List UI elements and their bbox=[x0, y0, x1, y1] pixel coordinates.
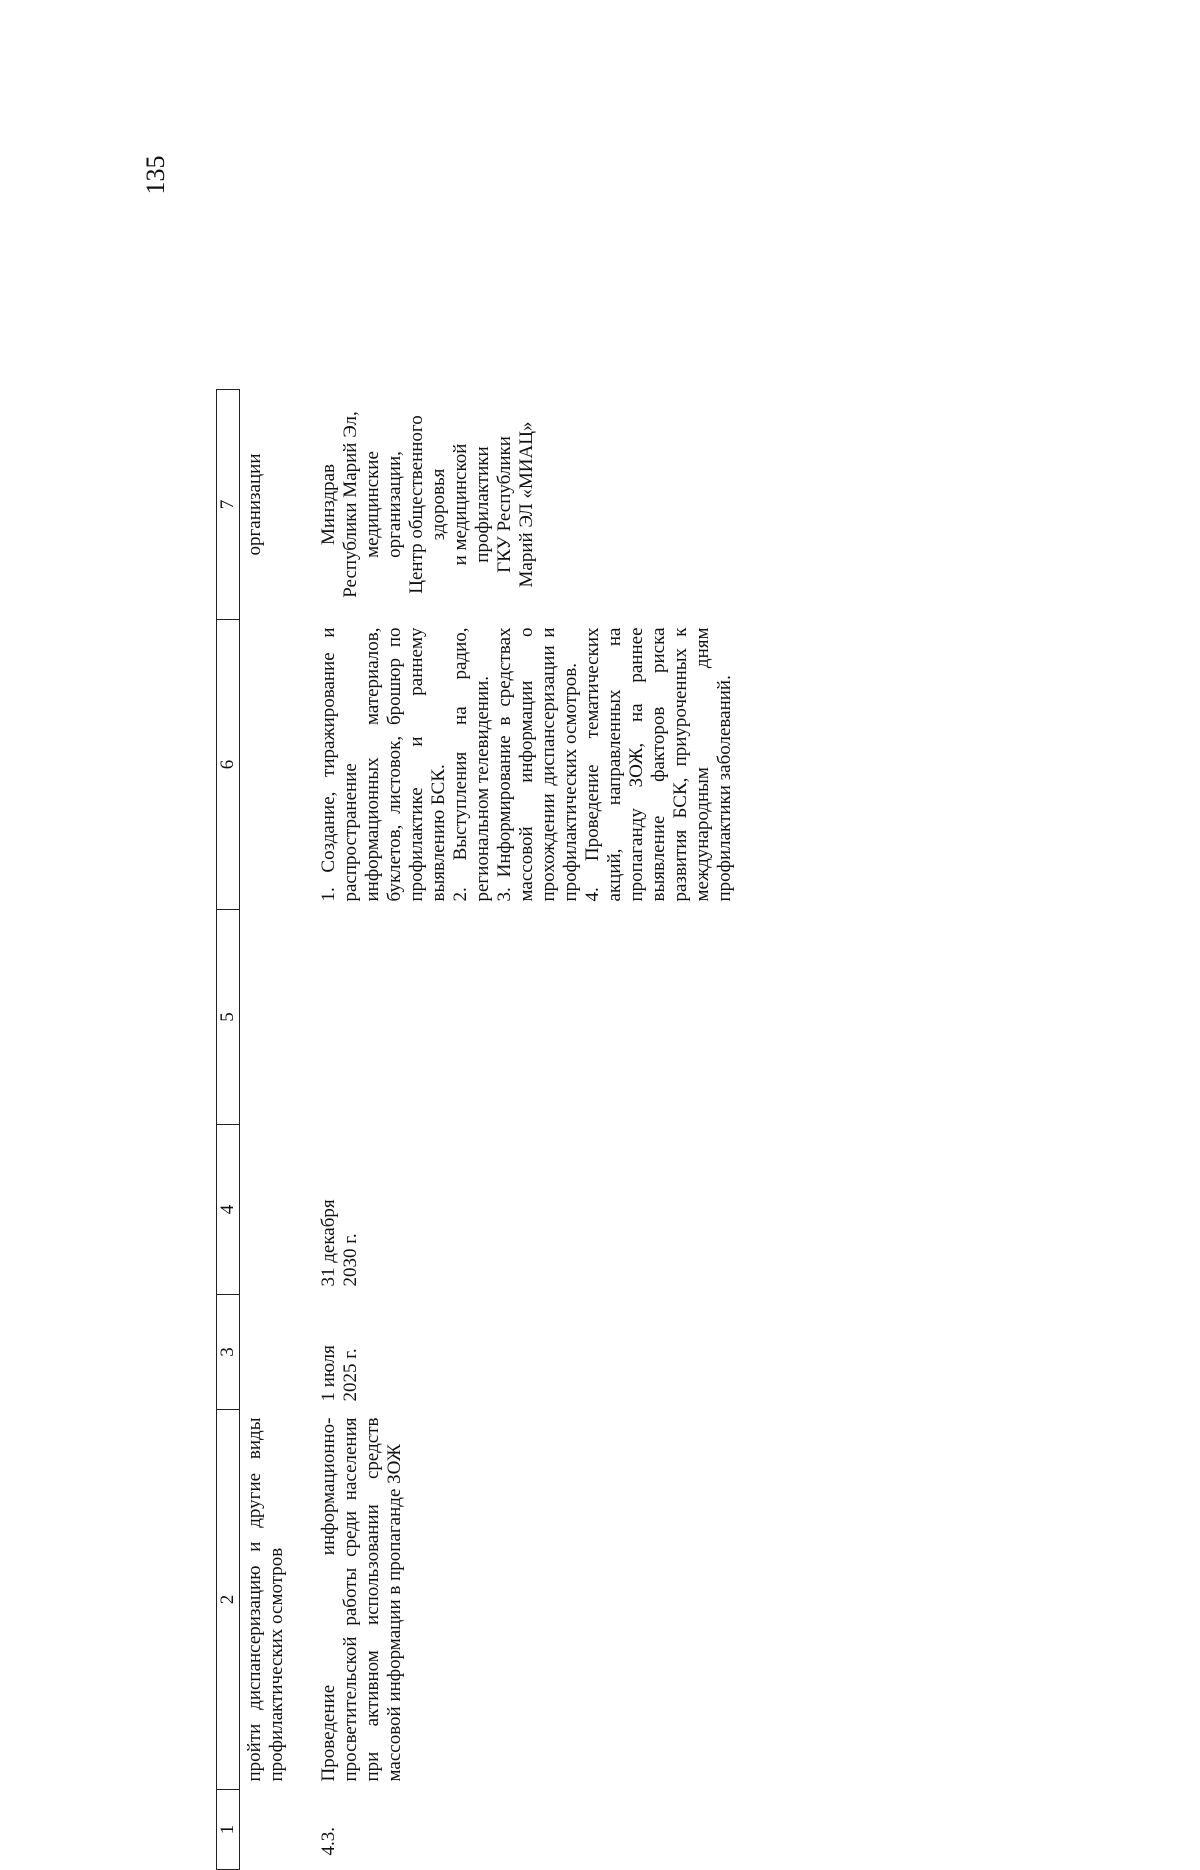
table-row bbox=[314, 390, 740, 1870]
start-date bbox=[240, 1295, 314, 1410]
start-date: 1 июля 2025 г. bbox=[317, 1345, 361, 1402]
header-col-3: 3 bbox=[217, 1295, 240, 1410]
measure-text: Проведение информационно-просветительской работы среди населения при активном использовании средств массовой информации в пропаганде ЗОЖ bbox=[317, 1417, 405, 1782]
rotated-table-sheet bbox=[216, 390, 1196, 1870]
row-number bbox=[240, 1790, 314, 1870]
header-col-2: 2 bbox=[217, 1410, 240, 1790]
results-text bbox=[240, 620, 314, 910]
header-col-6: 6 bbox=[217, 620, 240, 910]
results-text: 1. Создание, тиражирование и распространение информационных материалов, буклетов, листовок, брошюр по профилактике и раннему выявлению БСК. 2. Выступления на радио, региональном телевидении. 3. Информирование в средствах массовой информации о прохождении диспансеризации и профилактических осмотров. 4. Проведение тематических акций, направленных на пропаганду ЗОЖ, на раннее выявление факторов риска развития БСК, приуроченных к международным дням профилактики заболеваний. bbox=[317, 627, 735, 902]
end-date bbox=[240, 1125, 314, 1295]
col5-cell bbox=[314, 910, 740, 1125]
header-col-7: 7 bbox=[217, 390, 240, 620]
executors-text: организации bbox=[244, 453, 265, 556]
header-col-4: 4 bbox=[217, 1125, 240, 1295]
col5-cell bbox=[240, 910, 314, 1125]
header-col-1: 1 bbox=[217, 1790, 240, 1870]
page-number: 135 bbox=[141, 155, 170, 195]
measures-table bbox=[216, 389, 740, 1870]
row-number: 4.3. bbox=[317, 1827, 339, 1856]
measure-text: пройти диспансеризацию и другие виды профилактических осмотров bbox=[244, 1417, 287, 1782]
header-col-5: 5 bbox=[217, 910, 240, 1125]
header-row bbox=[217, 390, 240, 1870]
executors-text: Минздрав Республики Марий Эл, медицинские организации, Центр общественного здоровья и медицинской профилактики ГКУ Республики Марий ЭЛ «МИАЦ» bbox=[317, 411, 537, 598]
table-row bbox=[240, 390, 314, 1870]
end-date: 31 декабря 2030 г. bbox=[317, 1199, 361, 1287]
